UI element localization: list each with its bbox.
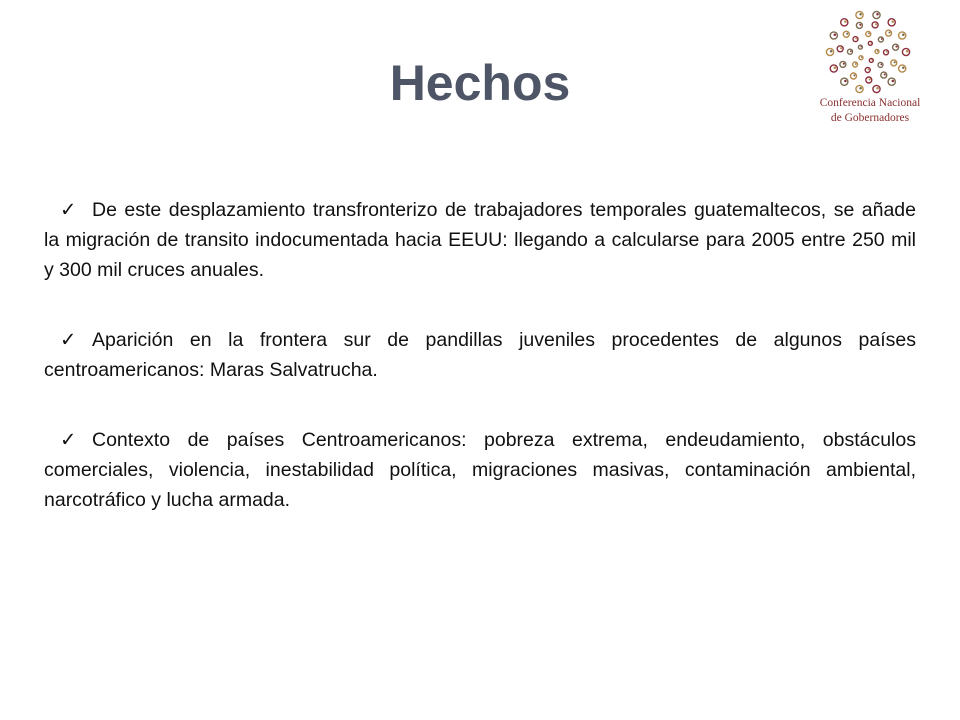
logo-text bbox=[815, 96, 925, 126]
logo-dot bbox=[893, 44, 899, 50]
logo-dot bbox=[878, 62, 883, 67]
checkmark-icon: ✓ bbox=[60, 429, 77, 451]
logo-dot bbox=[865, 68, 870, 73]
logo-dot-center bbox=[840, 47, 842, 49]
logo-dot-center bbox=[892, 20, 895, 23]
logo-dot-center bbox=[830, 50, 833, 53]
logo-text-line2: de Gobernadores bbox=[830, 112, 910, 124]
logo-dot-center bbox=[876, 13, 879, 16]
bullet-item bbox=[44, 195, 916, 285]
logo-dot-center bbox=[875, 23, 877, 25]
logo-text-line1: Conferencia Nacional bbox=[819, 97, 921, 109]
logo-dot-center bbox=[895, 46, 897, 48]
logo-dot-center bbox=[902, 34, 905, 37]
logo-dot bbox=[873, 11, 880, 18]
logo-dot-center bbox=[871, 59, 872, 60]
logo-dot bbox=[858, 45, 862, 49]
logo-dot bbox=[881, 72, 887, 78]
logo-dot bbox=[856, 22, 862, 28]
logo-dot-center bbox=[902, 67, 905, 70]
logo-dot-center bbox=[884, 73, 886, 75]
logo-dot bbox=[902, 48, 909, 55]
logo-dot-center bbox=[869, 78, 871, 80]
logo-dot bbox=[856, 85, 863, 92]
logo-dot-center bbox=[892, 80, 895, 83]
logo-dot bbox=[888, 19, 895, 26]
logo-dot-center bbox=[870, 42, 871, 43]
bullet-list bbox=[44, 195, 916, 555]
logo-dot-center bbox=[853, 74, 855, 76]
checkmark-icon: ✓ bbox=[60, 329, 77, 351]
logo-dot-center bbox=[843, 63, 845, 65]
logo-dot bbox=[856, 11, 863, 18]
slide-title: Hechos bbox=[389, 55, 571, 111]
logo-dot bbox=[837, 46, 843, 52]
logo-dot-center bbox=[860, 46, 861, 47]
checkmark-icon: ✓ bbox=[60, 199, 77, 221]
logo-dot bbox=[851, 73, 857, 79]
logo-dot-center bbox=[859, 13, 862, 16]
logo-dot-center bbox=[844, 80, 847, 83]
logo-dot-center bbox=[859, 87, 862, 90]
bullet-item bbox=[44, 325, 916, 385]
bullet-item bbox=[44, 425, 916, 515]
logo-dot-center bbox=[855, 38, 857, 40]
logo-dot-center bbox=[850, 50, 852, 52]
logo-dot-center bbox=[868, 33, 870, 35]
logo-dot bbox=[891, 60, 897, 66]
logo-dot-center bbox=[859, 24, 861, 26]
logo-dot-center bbox=[855, 63, 857, 65]
logo-dot bbox=[841, 19, 848, 26]
logo-dot-center bbox=[877, 50, 878, 51]
logo-dot-center bbox=[894, 61, 896, 63]
logo bbox=[815, 8, 925, 130]
logo-dot-center bbox=[876, 87, 879, 90]
logo-dot bbox=[869, 58, 873, 62]
logo-dot bbox=[840, 61, 846, 67]
logo-dot bbox=[878, 37, 883, 42]
logo-dot-center bbox=[888, 31, 890, 33]
logo-dot bbox=[841, 78, 848, 85]
logo-dot bbox=[868, 41, 872, 45]
logo-dot bbox=[866, 77, 872, 83]
logo-dot-center bbox=[834, 67, 837, 70]
logo-dot bbox=[848, 49, 853, 54]
logo-dot bbox=[826, 48, 833, 55]
logo-dot bbox=[843, 31, 849, 37]
spiral-dots-logo-icon bbox=[823, 8, 913, 96]
logo-dot-center bbox=[861, 57, 862, 58]
logo-dot bbox=[899, 65, 906, 72]
logo-dot bbox=[886, 30, 892, 36]
logo-dot-center bbox=[868, 69, 870, 71]
logo-dot-center bbox=[906, 50, 909, 53]
logo-dot-center bbox=[846, 33, 848, 35]
bullet-text: De este desplazamiento transfronterizo de trabajadores temporales guatemaltecos, se añade la migración de transito indocumentada hacia EEUU: llegando a calcularse para 2005 entre 250 mil y 300 mil cruces anuales. bbox=[44, 199, 916, 281]
logo-dot bbox=[875, 50, 879, 54]
bullet-text: Aparición en la frontera sur de pandillas juveniles procedentes de algunos países centroamericanos: Maras Salvatrucha. bbox=[44, 329, 916, 381]
logo-dot-center bbox=[886, 51, 888, 53]
logo-dot bbox=[872, 22, 878, 28]
logo-dot bbox=[899, 32, 906, 39]
logo-dot-center bbox=[844, 20, 847, 23]
logo-dot bbox=[859, 56, 863, 60]
logo-dot-center bbox=[834, 34, 837, 37]
logo-dot-center bbox=[881, 38, 883, 40]
logo-dot-center bbox=[880, 64, 882, 66]
logo-dot bbox=[888, 78, 895, 85]
bullet-text: Contexto de países Centroamericanos: pobreza extrema, endeudamiento, obstáculos comerciales, violencia, inestabilidad política, migraciones masivas, contaminación ambiental, narcotráfico y lucha armada. bbox=[44, 429, 916, 511]
